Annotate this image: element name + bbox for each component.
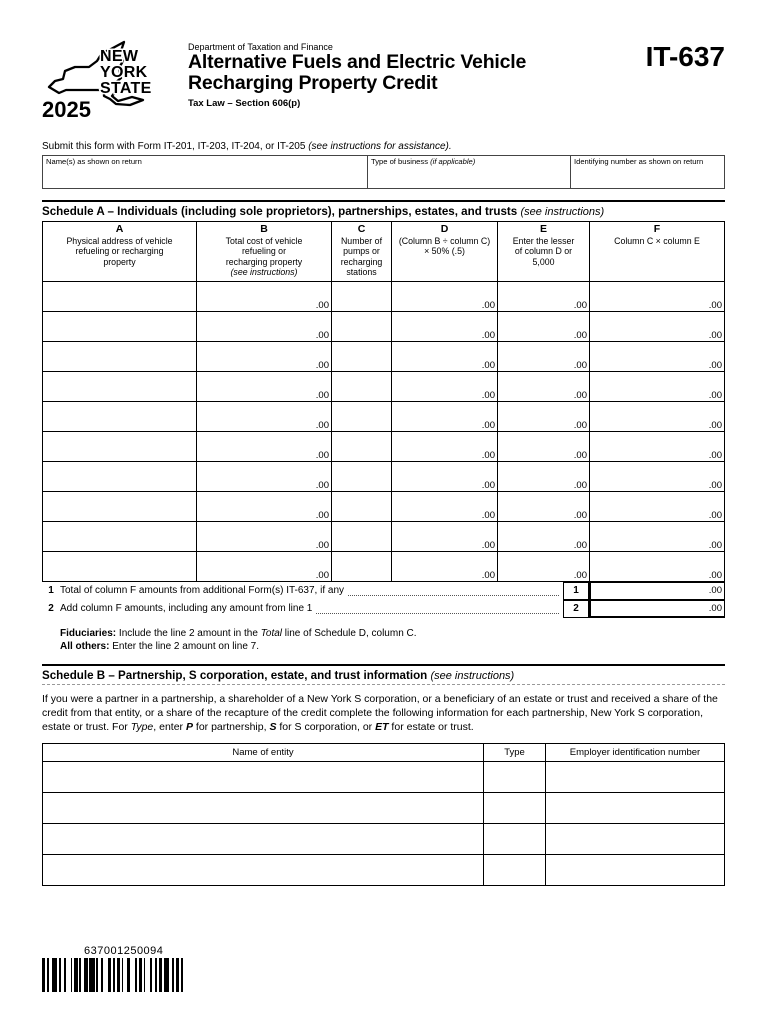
schB-r3-entity-name-cell[interactable]: [43, 824, 483, 854]
barcode-number: 637001250094: [84, 945, 164, 957]
barcode-space: [183, 958, 186, 992]
schA-r4-cB-cell[interactable]: [197, 372, 331, 401]
note1-part-1: Enter the line 2 amount on line 7.: [109, 640, 259, 652]
schA-r1-cF-cell[interactable]: [590, 282, 724, 311]
schA-col-E-desc-1: of column D or: [514, 246, 573, 257]
schA-r6-cF-cell[interactable]: [590, 432, 724, 461]
schB-intro-part-1: Type: [130, 721, 154, 734]
amount-placeholder: .00: [315, 569, 329, 581]
schA-r1-cA-cell[interactable]: [43, 282, 196, 311]
schB-r1-entity-name-cell[interactable]: [43, 762, 483, 792]
schA-col-B-desc-2: recharging property: [225, 256, 303, 267]
schB-intro-part-5: S: [269, 721, 277, 734]
schA-col-E-desc-2: 5,000: [532, 256, 555, 267]
logo-word-york: YORK: [100, 64, 148, 81]
amount-placeholder: .00: [708, 419, 722, 431]
schB-r1-ein-cell[interactable]: [546, 762, 724, 792]
schedule-a-lines: [42, 582, 725, 618]
schA-col-F-desc-0: Column C × column E: [614, 235, 700, 246]
schA-r5-cC-cell[interactable]: [332, 402, 391, 431]
schA-r8-cC-cell[interactable]: [332, 492, 391, 521]
schA-col-C-desc-3: stations: [346, 267, 377, 278]
schA-col-E-letter: E: [539, 223, 547, 235]
schA-col-C-desc-0: Number of: [340, 235, 383, 246]
schA-r8-cF-cell[interactable]: [590, 492, 724, 521]
identifying-number-field[interactable]: [571, 156, 724, 188]
schA-r7-cB-cell[interactable]: [197, 462, 331, 491]
schA-r9-cC-cell[interactable]: [332, 522, 391, 551]
amount-placeholder: .00: [315, 299, 329, 311]
schA-r6-cD-cell[interactable]: [392, 432, 497, 461]
schA-r9-cF-cell[interactable]: [590, 522, 724, 551]
schB-intro-part-6: for S corporation, or: [276, 721, 376, 734]
amount-placeholder: .00: [481, 539, 495, 551]
schedule-a-note-1: [60, 640, 725, 653]
schB-intro-part-7: ET: [375, 721, 389, 734]
amount-placeholder: .00: [573, 509, 587, 521]
submit-instruction-text: Submit this form with Form IT-201, IT-203, IT-204, or IT-205: [42, 141, 309, 152]
schA-col-A-desc-2: property: [103, 256, 136, 267]
schA-col-B-letter: B: [260, 223, 268, 235]
schedule-a-heading-text: Schedule A – Individuals (including sole proprietors), partnerships, estates, and trusts: [42, 205, 521, 218]
header-titles: [188, 38, 646, 109]
schA-col-E-desc-0: Enter the lesser: [512, 235, 575, 246]
amount-placeholder: .00: [315, 449, 329, 461]
schA-r7-cF-cell[interactable]: [590, 462, 724, 491]
logo-word-new: NEW: [100, 48, 139, 65]
note1-part-0: All others:: [60, 640, 110, 652]
logo-year: 2025: [42, 97, 91, 122]
amount-placeholder: .00: [573, 479, 587, 491]
schB-intro-part-4: for partnership,: [192, 721, 270, 734]
schB-intro-part-0: If you were a partner in a partnership, a shareholder of a New York S corporation, or a beneficiary of an estate or trust and received a share of the credit from that entity, or a share of the recapture of the credit complete the following information for each partnership, New York S corporation, estate or trust. For: [42, 693, 718, 734]
amount-placeholder: .00: [315, 359, 329, 371]
schA-r5-cB-cell[interactable]: [197, 402, 331, 431]
name-on-return-field[interactable]: [43, 156, 368, 188]
amount-placeholder: .00: [481, 329, 495, 341]
schA-r4-cC-cell[interactable]: [332, 372, 391, 401]
schedule-b-heading-text: Schedule B – Partnership, S corporation, estate, and trust information: [42, 669, 431, 683]
schA-col-C-desc-2: recharging: [340, 256, 383, 267]
schA-r2-cB-cell[interactable]: [197, 312, 331, 341]
schA-col-F-letter: F: [653, 223, 661, 235]
amount-placeholder: .00: [481, 479, 495, 491]
form-title-line2: Recharging Property Credit: [188, 72, 438, 95]
schedule-a-heading: [42, 202, 725, 220]
amount-placeholder: .00: [315, 329, 329, 341]
schA-r9-cD-cell[interactable]: [392, 522, 497, 551]
schA-r10-cD-cell[interactable]: [392, 552, 497, 581]
amount-placeholder: .00: [481, 359, 495, 371]
submit-instruction-note: (see instructions for assistance).: [308, 141, 452, 152]
schA-r10-cA-cell[interactable]: [43, 552, 196, 581]
schA-col-A-header: [43, 222, 196, 281]
line2-number-box: 2: [563, 600, 589, 618]
business-type-field[interactable]: [368, 156, 571, 188]
schA-r1-cC-cell[interactable]: [332, 282, 391, 311]
amount-placeholder: .00: [708, 329, 722, 341]
schA-r6-cC-cell[interactable]: [332, 432, 391, 461]
amount-placeholder: .00: [573, 389, 587, 401]
schA-r2-cF-cell[interactable]: [590, 312, 724, 341]
schB-intro-part-8: for estate or trust.: [388, 721, 474, 734]
schedule-a-table: [42, 221, 725, 582]
schA-r2-cD-cell[interactable]: [392, 312, 497, 341]
schA-r10-cF-cell[interactable]: [590, 552, 724, 581]
schedule-b-table: [42, 743, 725, 886]
schB-r4-type-cell[interactable]: [484, 855, 545, 885]
amount-placeholder: .00: [573, 299, 587, 311]
schA-col-D-desc-0: (Column B ÷ column C): [398, 235, 491, 246]
business-type-field-label: Type of business: [371, 157, 431, 166]
schA-r9-cB-cell[interactable]: [197, 522, 331, 551]
schA-r5-cD-cell[interactable]: [392, 402, 497, 431]
amount-placeholder: .00: [573, 359, 587, 371]
schA-r10-cE-cell[interactable]: [498, 552, 589, 581]
schA-r8-cB-cell[interactable]: [197, 492, 331, 521]
schB-r3-ein-cell[interactable]: [546, 824, 724, 854]
schB-r1-type-cell[interactable]: [484, 762, 545, 792]
line2-row: [42, 600, 725, 618]
schedule-b-heading-note: (see instructions): [430, 670, 515, 683]
schB-r3-type-cell[interactable]: [484, 824, 545, 854]
form-title-line1: Alternative Fuels and Electric Vehicle: [188, 51, 527, 73]
schA-r3-cC-cell[interactable]: [332, 342, 391, 371]
submit-instruction: [42, 141, 725, 152]
schA-col-A-desc-1: refueling or recharging: [75, 246, 164, 257]
schA-r3-cB-cell[interactable]: [197, 342, 331, 371]
schB-r4-entity-name-cell[interactable]: [43, 855, 483, 885]
schA-r8-cD-cell[interactable]: [392, 492, 497, 521]
amount-placeholder: .00: [573, 569, 587, 581]
schA-r2-cC-cell[interactable]: [332, 312, 391, 341]
schA-r10-cB-cell[interactable]: [197, 552, 331, 581]
tax-law-reference: Tax Law – Section 606(p): [188, 97, 301, 109]
schA-col-D-header: [392, 222, 497, 281]
schA-col-B-header: [197, 222, 331, 281]
schA-col-C-header: [332, 222, 391, 281]
amount-placeholder: .00: [573, 539, 587, 551]
amount-placeholder: .00: [708, 539, 722, 551]
department-name: Department of Taxation and Finance: [188, 42, 333, 52]
amount-placeholder: .00: [315, 419, 329, 431]
schA-r4-cF-cell[interactable]: [590, 372, 724, 401]
schA-r2-cA-cell[interactable]: [43, 312, 196, 341]
amount-placeholder: .00: [708, 359, 722, 371]
identity-strip: [42, 155, 725, 189]
amount-placeholder: .00: [708, 449, 722, 461]
schA-col-B-desc-0: Total cost of vehicle: [225, 235, 303, 246]
schA-r10-cC-cell[interactable]: [332, 552, 391, 581]
schA-r6-cA-cell[interactable]: [43, 432, 196, 461]
schA-r1-cD-cell[interactable]: [392, 282, 497, 311]
form-header: [42, 38, 725, 128]
schA-r5-cF-cell[interactable]: [590, 402, 724, 431]
schA-col-D-desc-1: × 50% (.5): [424, 246, 465, 257]
schB-intro-part-2: , enter: [153, 721, 186, 734]
name-on-return-field-label: Name(s) as shown on return: [46, 157, 142, 166]
amount-placeholder: .00: [315, 539, 329, 551]
schA-r1-cB-cell[interactable]: [197, 282, 331, 311]
schedule-a-note-0: [60, 627, 725, 640]
amount-placeholder: .00: [481, 299, 495, 311]
schA-col-A-desc-0: Physical address of vehicle: [66, 235, 173, 246]
schB-r4-ein-cell[interactable]: [546, 855, 724, 885]
form-number: IT-637: [645, 41, 725, 72]
amount-placeholder: .00: [481, 389, 495, 401]
schA-col-F-header: [590, 222, 724, 281]
schA-r9-cA-cell[interactable]: [43, 522, 196, 551]
line1-number-box: 1: [563, 582, 589, 600]
note0-part-1: Include the line 2 amount in the: [116, 627, 261, 639]
schA-r3-cD-cell[interactable]: [392, 342, 497, 371]
schedule-a-heading-note: (see instructions): [520, 206, 605, 218]
barcode-icon: [42, 958, 186, 992]
line1-number: 1: [48, 584, 54, 596]
amount-placeholder: .00: [708, 479, 722, 491]
schA-col-B-note: (see instructions): [230, 267, 298, 278]
business-type-field-label-note: (if applicable): [430, 157, 476, 166]
schA-r6-cB-cell[interactable]: [197, 432, 331, 461]
schA-r7-cE-cell[interactable]: [498, 462, 589, 491]
schedule-b-instructions: [42, 692, 725, 734]
nys-logo: [42, 38, 178, 128]
schA-r5-cA-cell[interactable]: [43, 402, 196, 431]
line2-amount-field[interactable]: .00: [589, 600, 725, 618]
schA-r5-cE-cell[interactable]: [498, 402, 589, 431]
line2-label: Add column F amounts, including any amount from line 1: [60, 602, 313, 614]
note0-part-2: Total: [260, 627, 283, 639]
logo-word-state: STATE: [100, 80, 152, 97]
schA-r1-cE-cell[interactable]: [498, 282, 589, 311]
amount-placeholder: .00: [315, 509, 329, 521]
schB-intro-part-3: P: [185, 721, 193, 734]
schA-r2-cE-cell[interactable]: [498, 312, 589, 341]
schA-r3-cA-cell[interactable]: [43, 342, 196, 371]
amount-placeholder: .00: [481, 509, 495, 521]
amount-placeholder: .00: [315, 389, 329, 401]
identifying-number-field-label: Identifying number as shown on return: [574, 157, 704, 166]
schB-col-type-header: Type: [484, 744, 545, 761]
schB-col-entity-name-header: Name of entity: [43, 744, 483, 761]
line1-label: Total of column F amounts from additional Form(s) IT-637, if any: [60, 584, 344, 596]
line1-dotted-leader: [348, 582, 559, 596]
schA-r4-cD-cell[interactable]: [392, 372, 497, 401]
schB-r2-ein-cell[interactable]: [546, 793, 724, 823]
schA-col-D-letter: D: [440, 223, 449, 235]
amount-placeholder: .00: [573, 449, 587, 461]
schA-r9-cE-cell[interactable]: [498, 522, 589, 551]
schedule-a-notes: [60, 627, 725, 653]
schA-r7-cD-cell[interactable]: [392, 462, 497, 491]
schedule-b-heading: [42, 666, 725, 685]
amount-placeholder: .00: [708, 299, 722, 311]
amount-placeholder: .00: [315, 479, 329, 491]
line2-number: 2: [48, 602, 54, 614]
schA-r8-cA-cell[interactable]: [43, 492, 196, 521]
schB-r2-type-cell[interactable]: [484, 793, 545, 823]
note0-part-0: Fiduciaries:: [60, 627, 117, 639]
schB-col-ein-header: Employer identification number: [546, 744, 724, 761]
amount-placeholder: .00: [481, 449, 495, 461]
line2-dotted-leader: [316, 600, 559, 614]
schA-r3-cF-cell[interactable]: [590, 342, 724, 371]
amount-placeholder: .00: [708, 389, 722, 401]
schA-r6-cE-cell[interactable]: [498, 432, 589, 461]
schA-r7-cA-cell[interactable]: [43, 462, 196, 491]
amount-placeholder: .00: [708, 509, 722, 521]
schA-col-C-desc-1: pumps or: [343, 246, 380, 257]
line1-row: [42, 582, 725, 600]
schA-col-A-letter: A: [115, 223, 124, 235]
note0-part-3: line of Schedule D, column C.: [282, 627, 417, 639]
form-footer: [42, 945, 186, 992]
schA-col-E-header: [498, 222, 589, 281]
amount-placeholder: .00: [708, 569, 722, 581]
amount-placeholder: .00: [481, 419, 495, 431]
amount-placeholder: .00: [573, 419, 587, 431]
schA-r8-cE-cell[interactable]: [498, 492, 589, 521]
schA-r3-cE-cell[interactable]: [498, 342, 589, 371]
amount-placeholder: .00: [481, 569, 495, 581]
schA-r4-cE-cell[interactable]: [498, 372, 589, 401]
schA-col-B-desc-1: refueling or: [241, 246, 286, 257]
amount-placeholder: .00: [573, 329, 587, 341]
schA-r4-cA-cell[interactable]: [43, 372, 196, 401]
schA-col-C-letter: C: [357, 223, 366, 235]
schA-r7-cC-cell[interactable]: [332, 462, 391, 491]
line1-amount-field[interactable]: .00: [589, 582, 725, 600]
schB-r2-entity-name-cell[interactable]: [43, 793, 483, 823]
